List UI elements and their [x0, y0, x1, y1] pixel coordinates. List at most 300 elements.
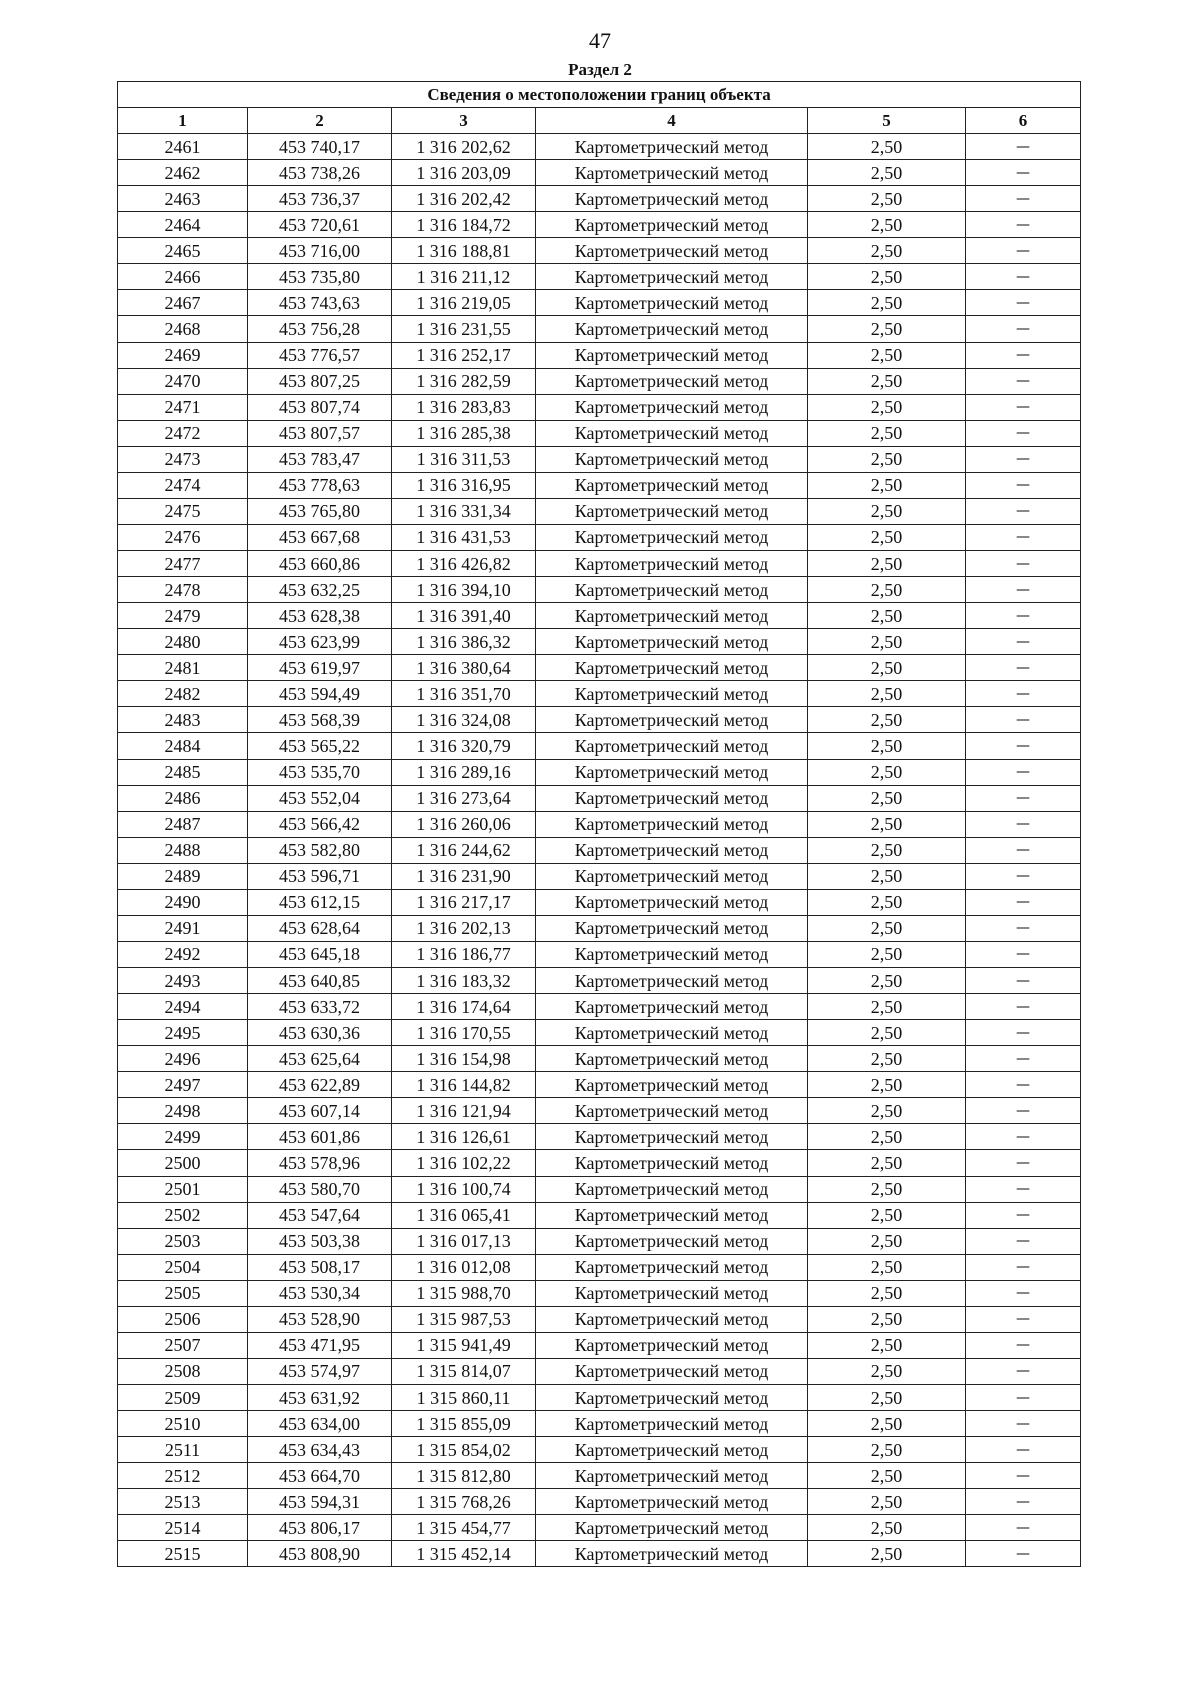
y-coordinate-cell: 1 316 170,55: [392, 1020, 536, 1046]
description-cell: —: [966, 1046, 1081, 1072]
table-row: [118, 420, 1081, 446]
x-coordinate-cell: 453 552,04: [248, 785, 392, 811]
method-cell: Картометрический метод: [536, 1150, 808, 1176]
table-row: [118, 1358, 1081, 1384]
point-number-cell: 2481: [118, 655, 248, 681]
description-cell: —: [966, 1254, 1081, 1280]
point-number-cell: 2469: [118, 342, 248, 368]
description-cell: —: [966, 655, 1081, 681]
table-row: [118, 707, 1081, 733]
accuracy-cell: 2,50: [808, 1202, 966, 1228]
accuracy-cell: 2,50: [808, 1020, 966, 1046]
x-coordinate-cell: 453 716,00: [248, 238, 392, 264]
point-number-cell: 2493: [118, 968, 248, 994]
method-cell: Картометрический метод: [536, 212, 808, 238]
table-row: [118, 264, 1081, 290]
x-coordinate-cell: 453 720,61: [248, 212, 392, 238]
y-coordinate-cell: 1 315 941,49: [392, 1332, 536, 1358]
y-coordinate-cell: 1 316 231,90: [392, 863, 536, 889]
description-cell: —: [966, 915, 1081, 941]
x-coordinate-cell: 453 508,17: [248, 1254, 392, 1280]
table-row: [118, 1228, 1081, 1254]
y-coordinate-cell: 1 316 183,32: [392, 968, 536, 994]
description-cell: —: [966, 1437, 1081, 1463]
x-coordinate-cell: 453 806,17: [248, 1515, 392, 1541]
table-row: [118, 186, 1081, 212]
point-number-cell: 2503: [118, 1228, 248, 1254]
y-coordinate-cell: 1 315 454,77: [392, 1515, 536, 1541]
accuracy-cell: 2,50: [808, 889, 966, 915]
point-number-cell: 2488: [118, 837, 248, 863]
method-cell: Картометрический метод: [536, 472, 808, 498]
method-cell: Картометрический метод: [536, 290, 808, 316]
accuracy-cell: 2,50: [808, 577, 966, 603]
point-number-cell: 2512: [118, 1463, 248, 1489]
point-number-cell: 2490: [118, 889, 248, 915]
y-coordinate-cell: 1 316 203,09: [392, 160, 536, 186]
accuracy-cell: 2,50: [808, 1254, 966, 1280]
x-coordinate-cell: 453 808,90: [248, 1541, 392, 1567]
description-cell: —: [966, 863, 1081, 889]
table-row: [118, 1385, 1081, 1411]
section-title: Раздел 2: [568, 60, 632, 79]
y-coordinate-cell: 1 316 285,38: [392, 420, 536, 446]
table-row: [118, 655, 1081, 681]
description-cell: —: [966, 681, 1081, 707]
y-coordinate-cell: 1 316 188,81: [392, 238, 536, 264]
point-number-cell: 2507: [118, 1332, 248, 1358]
method-cell: Картометрический метод: [536, 498, 808, 524]
description-cell: —: [966, 524, 1081, 550]
accuracy-cell: 2,50: [808, 446, 966, 472]
table-row: [118, 394, 1081, 420]
accuracy-cell: 2,50: [808, 1437, 966, 1463]
boundary-table: [117, 81, 1081, 1567]
point-number-cell: 2461: [118, 134, 248, 160]
accuracy-cell: 2,50: [808, 1176, 966, 1202]
x-coordinate-cell: 453 547,64: [248, 1202, 392, 1228]
method-cell: Картометрический метод: [536, 316, 808, 342]
y-coordinate-cell: 1 316 351,70: [392, 681, 536, 707]
description-cell: —: [966, 577, 1081, 603]
x-coordinate-cell: 453 632,25: [248, 577, 392, 603]
method-cell: Картометрический метод: [536, 238, 808, 264]
method-cell: Картометрический метод: [536, 994, 808, 1020]
table-row: [118, 290, 1081, 316]
accuracy-cell: 2,50: [808, 733, 966, 759]
accuracy-cell: 2,50: [808, 134, 966, 160]
y-coordinate-cell: 1 316 217,17: [392, 889, 536, 915]
method-cell: Картометрический метод: [536, 863, 808, 889]
y-coordinate-cell: 1 316 211,12: [392, 264, 536, 290]
table-row: [118, 1202, 1081, 1228]
point-number-cell: 2463: [118, 186, 248, 212]
method-cell: Картометрический метод: [536, 1098, 808, 1124]
accuracy-cell: 2,50: [808, 290, 966, 316]
x-coordinate-cell: 453 528,90: [248, 1306, 392, 1332]
y-coordinate-cell: 1 316 012,08: [392, 1254, 536, 1280]
accuracy-cell: 2,50: [808, 186, 966, 212]
x-coordinate-cell: 453 743,63: [248, 290, 392, 316]
y-coordinate-cell: 1 316 273,64: [392, 785, 536, 811]
x-coordinate-cell: 453 594,49: [248, 681, 392, 707]
method-cell: Картометрический метод: [536, 1254, 808, 1280]
table-row: [118, 759, 1081, 785]
table-row: [118, 1150, 1081, 1176]
accuracy-cell: 2,50: [808, 1150, 966, 1176]
point-number-cell: 2506: [118, 1306, 248, 1332]
x-coordinate-cell: 453 645,18: [248, 941, 392, 967]
x-coordinate-cell: 453 735,80: [248, 264, 392, 290]
point-number-cell: 2471: [118, 394, 248, 420]
table-row: [118, 1072, 1081, 1098]
table-row: [118, 785, 1081, 811]
method-cell: Картометрический метод: [536, 603, 808, 629]
table-row: [118, 551, 1081, 577]
description-cell: —: [966, 941, 1081, 967]
accuracy-cell: 2,50: [808, 1489, 966, 1515]
method-cell: Картометрический метод: [536, 811, 808, 837]
point-number-cell: 2484: [118, 733, 248, 759]
method-cell: Картометрический метод: [536, 1280, 808, 1306]
y-coordinate-cell: 1 316 311,53: [392, 446, 536, 472]
point-number-cell: 2505: [118, 1280, 248, 1306]
x-coordinate-cell: 453 630,36: [248, 1020, 392, 1046]
table-row: [118, 1046, 1081, 1072]
column-header: 5: [808, 108, 966, 134]
point-number-cell: 2476: [118, 524, 248, 550]
description-cell: —: [966, 134, 1081, 160]
table-title: Сведения о местоположении границ объекта: [118, 82, 1081, 108]
description-cell: —: [966, 1098, 1081, 1124]
y-coordinate-cell: 1 316 324,08: [392, 707, 536, 733]
x-coordinate-cell: 453 471,95: [248, 1332, 392, 1358]
table-row: [118, 316, 1081, 342]
y-coordinate-cell: 1 316 202,42: [392, 186, 536, 212]
point-number-cell: 2486: [118, 785, 248, 811]
point-number-cell: 2494: [118, 994, 248, 1020]
description-cell: —: [966, 264, 1081, 290]
accuracy-cell: 2,50: [808, 863, 966, 889]
accuracy-cell: 2,50: [808, 551, 966, 577]
accuracy-cell: 2,50: [808, 994, 966, 1020]
accuracy-cell: 2,50: [808, 238, 966, 264]
point-number-cell: 2489: [118, 863, 248, 889]
accuracy-cell: 2,50: [808, 655, 966, 681]
method-cell: Картометрический метод: [536, 342, 808, 368]
accuracy-cell: 2,50: [808, 811, 966, 837]
y-coordinate-cell: 1 316 065,41: [392, 1202, 536, 1228]
table-row: [118, 134, 1081, 160]
y-coordinate-cell: 1 316 154,98: [392, 1046, 536, 1072]
accuracy-cell: 2,50: [808, 1332, 966, 1358]
description-cell: —: [966, 1411, 1081, 1437]
y-coordinate-cell: 1 316 283,83: [392, 394, 536, 420]
x-coordinate-cell: 453 756,28: [248, 316, 392, 342]
x-coordinate-cell: 453 619,97: [248, 655, 392, 681]
column-header: 3: [392, 108, 536, 134]
table-header-row: [118, 108, 1081, 134]
accuracy-cell: 2,50: [808, 160, 966, 186]
point-number-cell: 2485: [118, 759, 248, 785]
accuracy-cell: 2,50: [808, 759, 966, 785]
y-coordinate-cell: 1 316 391,40: [392, 603, 536, 629]
table-row: [118, 811, 1081, 837]
method-cell: Картометрический метод: [536, 655, 808, 681]
table-row: [118, 1515, 1081, 1541]
x-coordinate-cell: 453 594,31: [248, 1489, 392, 1515]
x-coordinate-cell: 453 596,71: [248, 863, 392, 889]
description-cell: —: [966, 342, 1081, 368]
point-number-cell: 2508: [118, 1358, 248, 1384]
y-coordinate-cell: 1 316 289,16: [392, 759, 536, 785]
method-cell: Картометрический метод: [536, 1463, 808, 1489]
y-coordinate-cell: 1 315 988,70: [392, 1280, 536, 1306]
column-header: 4: [536, 108, 808, 134]
table-row: [118, 446, 1081, 472]
accuracy-cell: 2,50: [808, 1541, 966, 1567]
x-coordinate-cell: 453 783,47: [248, 446, 392, 472]
method-cell: Картометрический метод: [536, 577, 808, 603]
method-cell: Картометрический метод: [536, 264, 808, 290]
y-coordinate-cell: 1 315 768,26: [392, 1489, 536, 1515]
y-coordinate-cell: 1 316 186,77: [392, 941, 536, 967]
x-coordinate-cell: 453 565,22: [248, 733, 392, 759]
table-row: [118, 629, 1081, 655]
method-cell: Картометрический метод: [536, 551, 808, 577]
point-number-cell: 2498: [118, 1098, 248, 1124]
method-cell: Картометрический метод: [536, 785, 808, 811]
accuracy-cell: 2,50: [808, 785, 966, 811]
method-cell: Картометрический метод: [536, 1437, 808, 1463]
x-coordinate-cell: 453 807,57: [248, 420, 392, 446]
accuracy-cell: 2,50: [808, 1306, 966, 1332]
point-number-cell: 2515: [118, 1541, 248, 1567]
point-number-cell: 2480: [118, 629, 248, 655]
y-coordinate-cell: 1 316 202,13: [392, 915, 536, 941]
method-cell: Картометрический метод: [536, 968, 808, 994]
y-coordinate-cell: 1 316 320,79: [392, 733, 536, 759]
method-cell: Картометрический метод: [536, 1385, 808, 1411]
x-coordinate-cell: 453 622,89: [248, 1072, 392, 1098]
table-row: [118, 1489, 1081, 1515]
point-number-cell: 2500: [118, 1150, 248, 1176]
method-cell: Картометрический метод: [536, 1124, 808, 1150]
table-row: [118, 577, 1081, 603]
y-coordinate-cell: 1 316 260,06: [392, 811, 536, 837]
point-number-cell: 2464: [118, 212, 248, 238]
x-coordinate-cell: 453 765,80: [248, 498, 392, 524]
table-row: [118, 681, 1081, 707]
description-cell: —: [966, 1463, 1081, 1489]
x-coordinate-cell: 453 612,15: [248, 889, 392, 915]
table-row: [118, 342, 1081, 368]
y-coordinate-cell: 1 316 102,22: [392, 1150, 536, 1176]
x-coordinate-cell: 453 640,85: [248, 968, 392, 994]
point-number-cell: 2465: [118, 238, 248, 264]
x-coordinate-cell: 453 601,86: [248, 1124, 392, 1150]
y-coordinate-cell: 1 316 219,05: [392, 290, 536, 316]
method-cell: Картометрический метод: [536, 759, 808, 785]
method-cell: Картометрический метод: [536, 420, 808, 446]
table-row: [118, 837, 1081, 863]
y-coordinate-cell: 1 315 452,14: [392, 1541, 536, 1567]
method-cell: Картометрический метод: [536, 837, 808, 863]
x-coordinate-cell: 453 660,86: [248, 551, 392, 577]
method-cell: Картометрический метод: [536, 1228, 808, 1254]
description-cell: —: [966, 603, 1081, 629]
point-number-cell: 2468: [118, 316, 248, 342]
point-number-cell: 2474: [118, 472, 248, 498]
point-number-cell: 2502: [118, 1202, 248, 1228]
y-coordinate-cell: 1 316 380,64: [392, 655, 536, 681]
accuracy-cell: 2,50: [808, 915, 966, 941]
method-cell: Картометрический метод: [536, 681, 808, 707]
y-coordinate-cell: 1 315 855,09: [392, 1411, 536, 1437]
method-cell: Картометрический метод: [536, 629, 808, 655]
table-row: [118, 524, 1081, 550]
point-number-cell: 2510: [118, 1411, 248, 1437]
description-cell: —: [966, 551, 1081, 577]
x-coordinate-cell: 453 625,64: [248, 1046, 392, 1072]
point-number-cell: 2466: [118, 264, 248, 290]
description-cell: —: [966, 1541, 1081, 1567]
point-number-cell: 2499: [118, 1124, 248, 1150]
table-row: [118, 1254, 1081, 1280]
accuracy-cell: 2,50: [808, 603, 966, 629]
accuracy-cell: 2,50: [808, 629, 966, 655]
accuracy-cell: 2,50: [808, 498, 966, 524]
method-cell: Картометрический метод: [536, 160, 808, 186]
page-number: 47: [589, 28, 611, 53]
description-cell: —: [966, 1358, 1081, 1384]
description-cell: —: [966, 238, 1081, 264]
accuracy-cell: 2,50: [808, 1515, 966, 1541]
method-cell: Картометрический метод: [536, 1046, 808, 1072]
y-coordinate-cell: 1 316 431,53: [392, 524, 536, 550]
y-coordinate-cell: 1 316 144,82: [392, 1072, 536, 1098]
accuracy-cell: 2,50: [808, 368, 966, 394]
x-coordinate-cell: 453 634,43: [248, 1437, 392, 1463]
description-cell: —: [966, 1306, 1081, 1332]
point-number-cell: 2478: [118, 577, 248, 603]
method-cell: Картометрический метод: [536, 1358, 808, 1384]
accuracy-cell: 2,50: [808, 472, 966, 498]
point-number-cell: 2501: [118, 1176, 248, 1202]
description-cell: —: [966, 420, 1081, 446]
accuracy-cell: 2,50: [808, 420, 966, 446]
description-cell: —: [966, 889, 1081, 915]
column-header: 1: [118, 108, 248, 134]
table-row: [118, 498, 1081, 524]
y-coordinate-cell: 1 316 331,34: [392, 498, 536, 524]
method-cell: Картометрический метод: [536, 889, 808, 915]
accuracy-cell: 2,50: [808, 707, 966, 733]
y-coordinate-cell: 1 316 174,64: [392, 994, 536, 1020]
description-cell: —: [966, 1150, 1081, 1176]
description-cell: —: [966, 1124, 1081, 1150]
point-number-cell: 2492: [118, 941, 248, 967]
table-row: [118, 733, 1081, 759]
point-number-cell: 2467: [118, 290, 248, 316]
table-row: [118, 603, 1081, 629]
method-cell: Картометрический метод: [536, 1306, 808, 1332]
accuracy-cell: 2,50: [808, 264, 966, 290]
point-number-cell: 2475: [118, 498, 248, 524]
accuracy-cell: 2,50: [808, 968, 966, 994]
description-cell: —: [966, 785, 1081, 811]
x-coordinate-cell: 453 807,25: [248, 368, 392, 394]
description-cell: —: [966, 186, 1081, 212]
table-row: [118, 1411, 1081, 1437]
description-cell: —: [966, 1280, 1081, 1306]
table-row: [118, 1124, 1081, 1150]
description-cell: —: [966, 1072, 1081, 1098]
point-number-cell: 2514: [118, 1515, 248, 1541]
y-coordinate-cell: 1 316 244,62: [392, 837, 536, 863]
table-row: [118, 368, 1081, 394]
method-cell: Картометрический метод: [536, 1411, 808, 1437]
y-coordinate-cell: 1 315 854,02: [392, 1437, 536, 1463]
x-coordinate-cell: 453 578,96: [248, 1150, 392, 1176]
description-cell: —: [966, 968, 1081, 994]
description-cell: —: [966, 707, 1081, 733]
point-number-cell: 2496: [118, 1046, 248, 1072]
y-coordinate-cell: 1 315 987,53: [392, 1306, 536, 1332]
accuracy-cell: 2,50: [808, 1463, 966, 1489]
table-row: [118, 1098, 1081, 1124]
description-cell: —: [966, 811, 1081, 837]
table-body: [118, 134, 1081, 1567]
method-cell: Картометрический метод: [536, 1072, 808, 1098]
accuracy-cell: 2,50: [808, 212, 966, 238]
accuracy-cell: 2,50: [808, 342, 966, 368]
method-cell: Картометрический метод: [536, 733, 808, 759]
x-coordinate-cell: 453 503,38: [248, 1228, 392, 1254]
x-coordinate-cell: 453 568,39: [248, 707, 392, 733]
table-row: [118, 1280, 1081, 1306]
y-coordinate-cell: 1 316 426,82: [392, 551, 536, 577]
accuracy-cell: 2,50: [808, 394, 966, 420]
description-cell: —: [966, 1020, 1081, 1046]
x-coordinate-cell: 453 628,38: [248, 603, 392, 629]
description-cell: —: [966, 446, 1081, 472]
description-cell: —: [966, 1176, 1081, 1202]
method-cell: Картометрический метод: [536, 1332, 808, 1358]
point-number-cell: 2504: [118, 1254, 248, 1280]
point-number-cell: 2513: [118, 1489, 248, 1515]
x-coordinate-cell: 453 628,64: [248, 915, 392, 941]
table-row: [118, 160, 1081, 186]
description-cell: —: [966, 1515, 1081, 1541]
point-number-cell: 2462: [118, 160, 248, 186]
accuracy-cell: 2,50: [808, 1385, 966, 1411]
description-cell: —: [966, 498, 1081, 524]
description-cell: —: [966, 290, 1081, 316]
table-row: [118, 915, 1081, 941]
point-number-cell: 2479: [118, 603, 248, 629]
table-row: [118, 472, 1081, 498]
x-coordinate-cell: 453 566,42: [248, 811, 392, 837]
x-coordinate-cell: 453 607,14: [248, 1098, 392, 1124]
method-cell: Картометрический метод: [536, 186, 808, 212]
point-number-cell: 2511: [118, 1437, 248, 1463]
description-cell: —: [966, 733, 1081, 759]
table-row: [118, 1176, 1081, 1202]
x-coordinate-cell: 453 574,97: [248, 1358, 392, 1384]
y-coordinate-cell: 1 316 394,10: [392, 577, 536, 603]
table-row: [118, 212, 1081, 238]
